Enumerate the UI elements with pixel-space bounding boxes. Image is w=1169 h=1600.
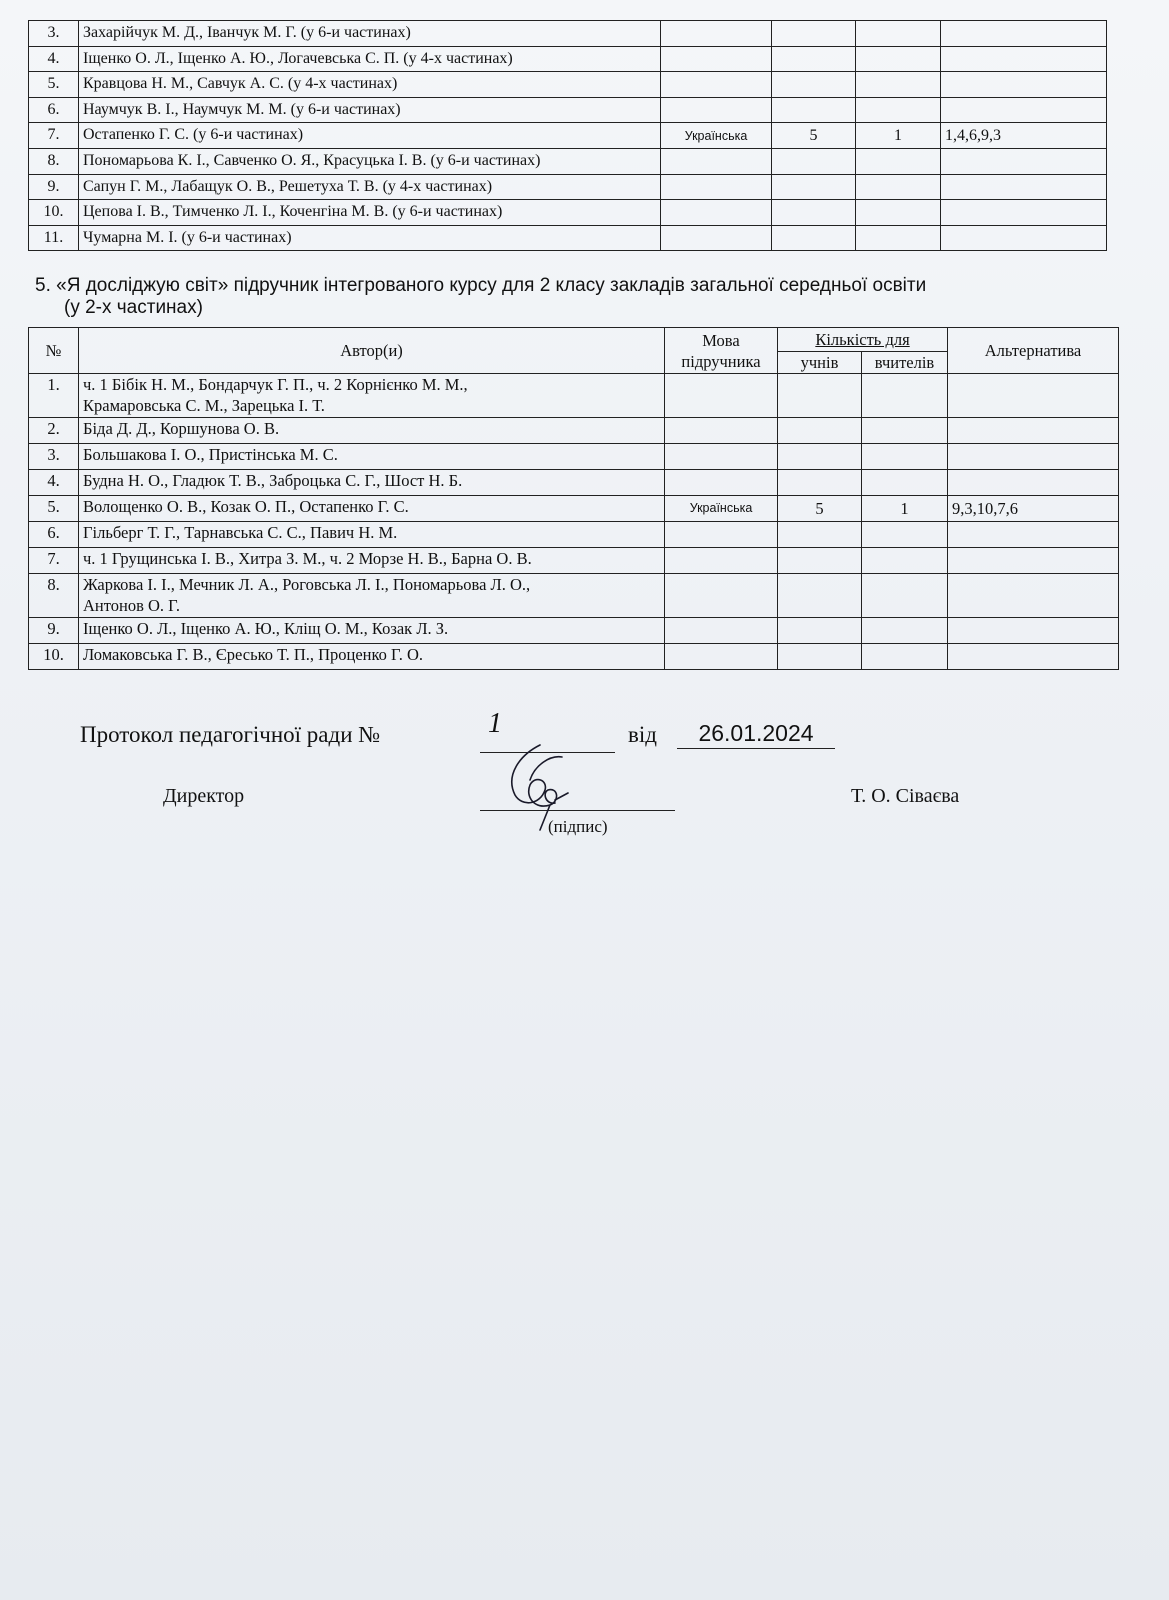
row-alternative bbox=[948, 418, 1119, 444]
row-language bbox=[661, 97, 772, 123]
table-row bbox=[29, 374, 1119, 418]
row-students-count bbox=[772, 21, 856, 47]
row-author bbox=[79, 522, 665, 548]
row-author: Чумарна М. І. (у 6-и частинах) bbox=[79, 225, 661, 251]
row-author: Остапенко Г. С. (у 6-и частинах) bbox=[79, 123, 661, 149]
row-author bbox=[79, 444, 665, 470]
row-author bbox=[79, 470, 665, 496]
table-row bbox=[29, 496, 1119, 522]
row-language bbox=[661, 200, 772, 226]
row-author-line1: Біда Д. Д., Коршунова О. В. bbox=[83, 419, 280, 438]
row-alternative bbox=[948, 444, 1119, 470]
table-row bbox=[29, 72, 1107, 98]
header-num: № bbox=[29, 328, 79, 374]
row-students-count bbox=[778, 548, 862, 574]
row-author-line2: Крамаровська С. М., Зарецька І. Т. bbox=[83, 396, 325, 415]
from-label: від bbox=[628, 722, 657, 747]
row-author bbox=[79, 418, 665, 444]
row-teachers-count: 1 bbox=[862, 496, 948, 522]
row-number: 6. bbox=[29, 97, 79, 123]
table-row bbox=[29, 618, 1119, 644]
table-row bbox=[29, 200, 1107, 226]
row-author: Наумчук В. І., Наумчук М. М. (у 6-и частинах) bbox=[79, 97, 661, 123]
row-language bbox=[661, 225, 772, 251]
row-students-count bbox=[772, 200, 856, 226]
row-number: 11. bbox=[29, 225, 79, 251]
row-number: 4. bbox=[29, 470, 79, 496]
row-teachers-count bbox=[862, 644, 948, 670]
row-author bbox=[79, 374, 665, 418]
row-alternative bbox=[948, 522, 1119, 548]
row-alternative bbox=[948, 574, 1119, 618]
header-students: учнів bbox=[778, 352, 862, 374]
row-teachers-count bbox=[856, 174, 941, 200]
row-number: 5. bbox=[29, 72, 79, 98]
row-alternative bbox=[948, 470, 1119, 496]
row-language bbox=[661, 46, 772, 72]
row-author-line1: Ломаковська Г. В., Єресько Т. П., Проценко Г. О. bbox=[83, 645, 424, 664]
row-author-line1: Іщенко О. Л., Іщенко А. Ю., Кліщ О. М., Козак Л. З. bbox=[83, 619, 449, 638]
section-title bbox=[35, 275, 1135, 319]
row-alternative: 9,3,10,7,6 bbox=[948, 496, 1119, 522]
row-teachers-count bbox=[856, 148, 941, 174]
protocol-date: 26.01.2024 bbox=[677, 718, 835, 749]
row-author-line1: Волощенко О. В., Козак О. П., Остапенко Г. С. bbox=[83, 497, 409, 516]
row-teachers-count bbox=[856, 225, 941, 251]
table-row bbox=[29, 225, 1107, 251]
row-author: Захарійчук М. Д., Іванчук М. Г. (у 6-и частинах) bbox=[79, 21, 661, 47]
row-author bbox=[79, 548, 665, 574]
table-row bbox=[29, 123, 1107, 149]
row-language bbox=[665, 470, 778, 496]
row-teachers-count bbox=[856, 21, 941, 47]
table-row bbox=[29, 148, 1107, 174]
row-author-line1: ч. 1 Бібік Н. М., Бондарчук Г. П., ч. 2 Корнієнко М. М., bbox=[83, 375, 468, 394]
row-author bbox=[79, 496, 665, 522]
row-language bbox=[661, 174, 772, 200]
row-author: Сапун Г. М., Лабащук О. В., Решетуха Т. В. (у 4-х частинах) bbox=[79, 174, 661, 200]
header-alt: Альтернатива bbox=[948, 328, 1119, 374]
row-author bbox=[79, 644, 665, 670]
row-students-count bbox=[772, 97, 856, 123]
director-name: Т. О. Сіваєва bbox=[851, 785, 960, 807]
textbook-table-continued bbox=[28, 20, 1107, 251]
row-author: Іщенко О. Л., Іщенко А. Ю., Логачевська С. П. (у 4-х частинах) bbox=[79, 46, 661, 72]
table-row bbox=[29, 644, 1119, 670]
row-students-count: 5 bbox=[778, 496, 862, 522]
row-teachers-count: 1 bbox=[856, 123, 941, 149]
row-author-line1: ч. 1 Грущинська І. В., Хитра З. М., ч. 2 Морзе Н. В., Барна О. В. bbox=[83, 549, 532, 568]
table-header bbox=[29, 328, 1119, 374]
row-number: 1. bbox=[29, 374, 79, 418]
row-number: 2. bbox=[29, 418, 79, 444]
row-number: 9. bbox=[29, 618, 79, 644]
row-number: 10. bbox=[29, 644, 79, 670]
row-language bbox=[665, 548, 778, 574]
row-teachers-count bbox=[862, 618, 948, 644]
row-number: 8. bbox=[29, 574, 79, 618]
row-author bbox=[79, 618, 665, 644]
header-count: Кількість для bbox=[778, 328, 948, 352]
row-author-line2: Антонов О. Г. bbox=[83, 596, 180, 615]
row-alternative bbox=[941, 225, 1107, 251]
row-author: Пономарьова К. І., Савченко О. Я., Красуцька І. В. (у 6-и частинах) bbox=[79, 148, 661, 174]
row-alternative bbox=[948, 548, 1119, 574]
row-teachers-count bbox=[862, 374, 948, 418]
director-label: Директор bbox=[163, 785, 245, 807]
row-students-count bbox=[778, 618, 862, 644]
header-lang bbox=[665, 328, 778, 374]
row-alternative bbox=[941, 21, 1107, 47]
row-students-count bbox=[772, 46, 856, 72]
row-author-line1: Большакова І. О., Пристінська М. С. bbox=[83, 445, 338, 464]
row-teachers-count bbox=[856, 46, 941, 72]
row-number: 10. bbox=[29, 200, 79, 226]
row-language bbox=[665, 574, 778, 618]
table-row bbox=[29, 548, 1119, 574]
row-alternative bbox=[948, 618, 1119, 644]
row-teachers-count bbox=[862, 418, 948, 444]
section-number: 5. bbox=[35, 275, 51, 296]
row-number: 5. bbox=[29, 496, 79, 522]
header-lang-line1: Мова bbox=[702, 330, 740, 350]
row-students-count bbox=[778, 522, 862, 548]
row-students-count bbox=[778, 374, 862, 418]
row-students-count bbox=[778, 418, 862, 444]
row-students-count: 5 bbox=[772, 123, 856, 149]
row-teachers-count bbox=[862, 444, 948, 470]
row-language bbox=[665, 418, 778, 444]
row-author-line1: Жаркова І. І., Мечник Л. А., Роговська Л. І., Пономарьова Л. О., bbox=[83, 575, 531, 594]
table-row bbox=[29, 418, 1119, 444]
section-title-line1: «Я досліджую світ» підручник інтегрованого курсу для 2 класу закладів загальної середньої освіти bbox=[56, 275, 927, 296]
row-teachers-count bbox=[856, 72, 941, 98]
row-language: Українська bbox=[661, 123, 772, 149]
table-row bbox=[29, 574, 1119, 618]
row-number: 3. bbox=[29, 21, 79, 47]
row-alternative bbox=[941, 72, 1107, 98]
row-alternative bbox=[941, 46, 1107, 72]
row-students-count bbox=[778, 470, 862, 496]
header-lang-line2: підручника bbox=[681, 351, 761, 371]
row-author-line1: Гільберг Т. Г., Тарнавська С. С., Павич Н. М. bbox=[83, 523, 398, 542]
row-students-count bbox=[778, 444, 862, 470]
row-language: Українська bbox=[665, 496, 778, 522]
table-row bbox=[29, 97, 1107, 123]
row-alternative bbox=[948, 644, 1119, 670]
row-teachers-count bbox=[862, 574, 948, 618]
row-number: 4. bbox=[29, 46, 79, 72]
row-students-count bbox=[772, 174, 856, 200]
row-language bbox=[665, 618, 778, 644]
row-alternative bbox=[948, 374, 1119, 418]
textbook-table bbox=[28, 327, 1119, 670]
row-teachers-count bbox=[862, 548, 948, 574]
row-teachers-count bbox=[856, 97, 941, 123]
row-alternative: 1,4,6,9,3 bbox=[941, 123, 1107, 149]
row-language bbox=[661, 21, 772, 47]
table-body bbox=[29, 21, 1107, 251]
row-teachers-count bbox=[862, 522, 948, 548]
table-row bbox=[29, 46, 1107, 72]
row-students-count bbox=[772, 72, 856, 98]
row-number: 6. bbox=[29, 522, 79, 548]
table-row bbox=[29, 174, 1107, 200]
row-students-count bbox=[778, 644, 862, 670]
table-body bbox=[29, 374, 1119, 670]
row-number: 3. bbox=[29, 444, 79, 470]
row-students-count bbox=[772, 148, 856, 174]
protocol-label: Протокол педагогічної ради № bbox=[80, 722, 381, 747]
row-language bbox=[665, 644, 778, 670]
row-language bbox=[661, 148, 772, 174]
row-alternative bbox=[941, 97, 1107, 123]
row-language bbox=[665, 522, 778, 548]
header-teachers: вчителів bbox=[862, 352, 948, 374]
row-alternative bbox=[941, 148, 1107, 174]
row-number: 7. bbox=[29, 548, 79, 574]
row-author-line1: Будна Н. О., Гладюк Т. В., Заброцька С. Г., Шост Н. Б. bbox=[83, 471, 463, 490]
row-alternative bbox=[941, 200, 1107, 226]
row-author: Цепова І. В., Тимченко Л. І., Коченгіна М. В. (у 6-и частинах) bbox=[79, 200, 661, 226]
row-students-count bbox=[772, 225, 856, 251]
row-number: 8. bbox=[29, 148, 79, 174]
row-language bbox=[665, 444, 778, 470]
row-number: 7. bbox=[29, 123, 79, 149]
table-row bbox=[29, 470, 1119, 496]
signature-caption: (підпис) bbox=[548, 817, 608, 836]
row-alternative bbox=[941, 174, 1107, 200]
table-row bbox=[29, 21, 1107, 47]
section-title-line2: (у 2-х частинах) bbox=[64, 297, 203, 318]
table-row bbox=[29, 522, 1119, 548]
row-students-count bbox=[778, 574, 862, 618]
row-language bbox=[661, 72, 772, 98]
row-teachers-count bbox=[862, 470, 948, 496]
table-row bbox=[29, 444, 1119, 470]
header-author bbox=[79, 328, 665, 374]
protocol-number: 1 bbox=[488, 708, 502, 739]
header-author-label: Автор(и) bbox=[340, 341, 403, 360]
row-teachers-count bbox=[856, 200, 941, 226]
row-author: Кравцова Н. М., Савчук А. С. (у 4-х частинах) bbox=[79, 72, 661, 98]
row-author bbox=[79, 574, 665, 618]
row-language bbox=[665, 374, 778, 418]
row-number: 9. bbox=[29, 174, 79, 200]
